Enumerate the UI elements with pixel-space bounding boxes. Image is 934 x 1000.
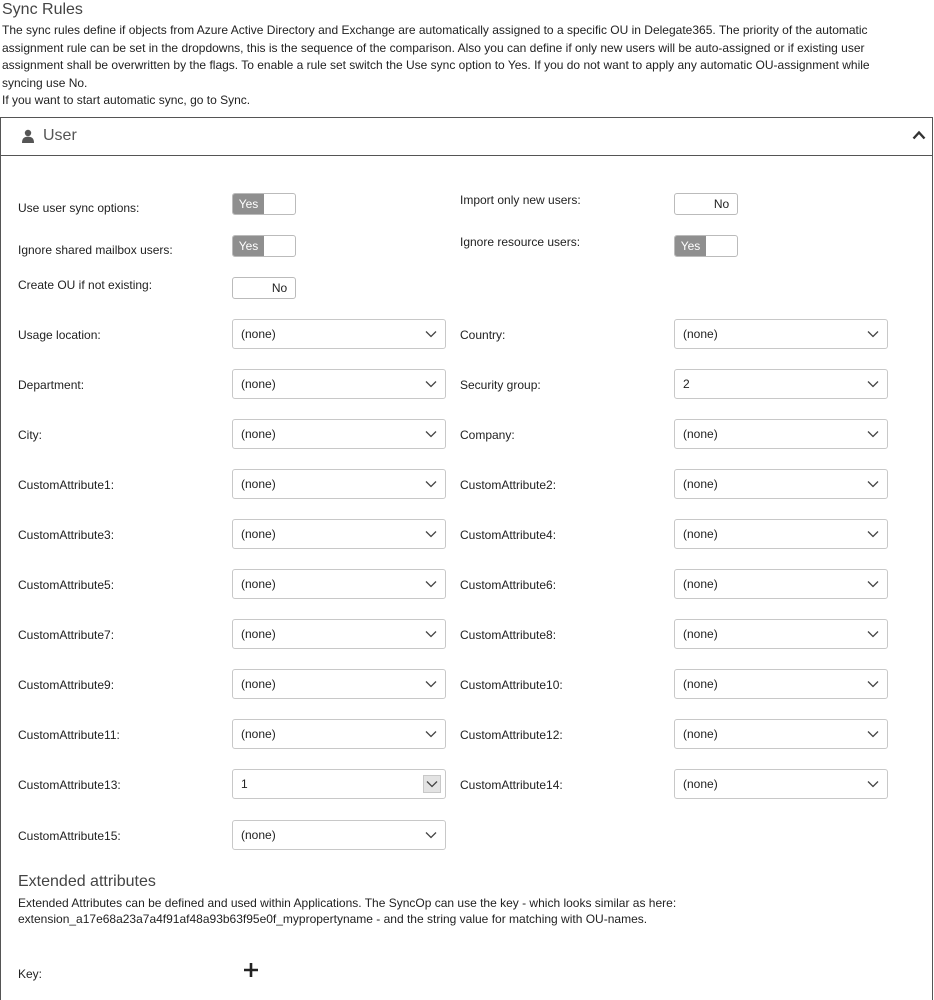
toggle-yes: Yes xyxy=(675,236,706,256)
department-select[interactable] xyxy=(232,369,446,399)
chevron-down-icon xyxy=(867,380,879,388)
department-label: Department: xyxy=(18,378,85,392)
chevron-down-icon xyxy=(425,380,437,388)
select-value: (none) xyxy=(683,577,718,591)
custom-attribute-1-label: CustomAttribute1: xyxy=(18,478,115,492)
import-new-label: Import only new users: xyxy=(460,193,581,207)
description-line: Extended Attributes can be defined and used within Applications. The SyncOp can use the key - which looks similar as here: xyxy=(18,896,677,910)
ignore-shared-label: Ignore shared mailbox users: xyxy=(18,243,173,257)
intro-line: assignment shall be overwritten by the flags. To enable a rule set switch the Use sync option to Yes. If you do not want to apply any automatic OU-assignment while xyxy=(2,58,870,72)
intro-line: assignment rule can be set in the dropdowns, this is the sequence of the comparison. Also you can define if only new users will be auto-assigned or if existing user xyxy=(2,40,865,55)
user-panel-header[interactable] xyxy=(1,118,932,156)
select-value: (none) xyxy=(241,477,276,491)
custom-attribute-15-select[interactable] xyxy=(232,820,446,850)
chevron-down-icon xyxy=(425,330,437,338)
usage-location-label: Usage location: xyxy=(18,328,101,342)
usage-location-select[interactable] xyxy=(232,319,446,349)
chevron-down-icon xyxy=(425,730,437,738)
chevron-down-icon xyxy=(867,430,879,438)
chevron-up-icon[interactable] xyxy=(912,130,926,140)
select-value: (none) xyxy=(241,427,276,441)
custom-attribute-1-select[interactable] xyxy=(232,469,446,499)
select-value: 2 xyxy=(683,377,690,391)
select-value: (none) xyxy=(683,777,718,791)
create-ou-label: Create OU if not existing: xyxy=(18,278,153,292)
custom-attribute-2-select[interactable] xyxy=(674,469,888,499)
custom-attribute-11-label: CustomAttribute11: xyxy=(18,728,120,742)
security-group-select[interactable] xyxy=(674,369,888,399)
custom-attribute-7-select[interactable] xyxy=(232,619,446,649)
page-title: Sync Rules xyxy=(2,1,83,18)
toggle-yes: Yes xyxy=(233,236,264,256)
chevron-down-icon xyxy=(425,530,437,538)
custom-attribute-10-label: CustomAttribute10: xyxy=(460,678,563,692)
select-value: (none) xyxy=(241,327,276,341)
custom-attribute-4-select[interactable] xyxy=(674,519,888,549)
chevron-down-icon xyxy=(867,630,879,638)
toggle-yes: Yes xyxy=(233,194,264,214)
select-value: (none) xyxy=(241,828,276,842)
custom-attribute-13-select[interactable] xyxy=(232,769,446,799)
chevron-down-icon xyxy=(425,680,437,688)
security-group-label: Security group: xyxy=(460,378,541,392)
custom-attribute-12-label: CustomAttribute12: xyxy=(460,728,563,742)
chevron-down-icon xyxy=(425,580,437,588)
user-panel xyxy=(0,117,933,1000)
plus-icon[interactable] xyxy=(242,961,260,979)
use-sync-label: Use user sync options: xyxy=(18,201,140,215)
chevron-down-icon xyxy=(425,430,437,438)
custom-attribute-14-select[interactable] xyxy=(674,769,888,799)
chevron-down-icon xyxy=(867,730,879,738)
use-sync-toggle[interactable] xyxy=(232,193,296,215)
ignore-resource-toggle[interactable] xyxy=(674,235,738,257)
chevron-down-icon xyxy=(425,630,437,638)
intro-text xyxy=(2,22,902,110)
select-value: (none) xyxy=(241,677,276,691)
city-label: City: xyxy=(18,428,42,442)
extended-attributes-title: Extended attributes xyxy=(18,873,156,890)
custom-attribute-3-label: CustomAttribute3: xyxy=(18,528,115,542)
custom-attribute-6-label: CustomAttribute6: xyxy=(460,578,557,592)
custom-attribute-11-select[interactable] xyxy=(232,719,446,749)
select-value: (none) xyxy=(683,427,718,441)
select-value: 1 xyxy=(241,777,248,791)
custom-attribute-2-label: CustomAttribute2: xyxy=(460,478,557,492)
sync-hint-text: If you want to start automatic sync, go to xyxy=(2,93,221,107)
custom-attribute-4-label: CustomAttribute4: xyxy=(460,528,557,542)
custom-attribute-5-select[interactable] xyxy=(232,569,446,599)
select-value: (none) xyxy=(683,627,718,641)
chevron-down-icon xyxy=(425,831,437,839)
custom-attribute-3-select[interactable] xyxy=(232,519,446,549)
toggle-no: No xyxy=(271,281,288,295)
custom-attribute-12-select[interactable] xyxy=(674,719,888,749)
select-value: (none) xyxy=(683,527,718,541)
country-select[interactable] xyxy=(674,319,888,349)
sync-link[interactable]: Sync xyxy=(220,93,247,107)
chevron-down-icon xyxy=(867,330,879,338)
chevron-down-icon xyxy=(425,480,437,488)
sync-hint xyxy=(2,92,902,110)
extended-attributes-description xyxy=(18,895,898,927)
company-label: Company: xyxy=(460,428,515,442)
custom-attribute-13-label: CustomAttribute13: xyxy=(18,778,121,792)
company-select[interactable] xyxy=(674,419,888,449)
select-value: (none) xyxy=(683,727,718,741)
intro-line: syncing use No. xyxy=(2,75,88,90)
sync-hint-suffix: . xyxy=(246,93,251,107)
select-value: (none) xyxy=(683,327,718,341)
custom-attribute-8-select[interactable] xyxy=(674,619,888,649)
custom-attribute-10-select[interactable] xyxy=(674,669,888,699)
user-icon xyxy=(21,129,35,143)
ignore-shared-toggle[interactable] xyxy=(232,235,296,257)
custom-attribute-6-select[interactable] xyxy=(674,569,888,599)
select-value: (none) xyxy=(241,577,276,591)
toggle-no: No xyxy=(713,197,730,211)
custom-attribute-14-label: CustomAttribute14: xyxy=(460,778,563,792)
select-value: (none) xyxy=(241,627,276,641)
select-value: (none) xyxy=(241,527,276,541)
chevron-down-icon xyxy=(867,480,879,488)
city-select[interactable] xyxy=(232,419,446,449)
chevron-down-icon xyxy=(867,530,879,538)
custom-attribute-15-label: CustomAttribute15: xyxy=(18,829,121,843)
select-value: (none) xyxy=(683,477,718,491)
custom-attribute-7-label: CustomAttribute7: xyxy=(18,628,115,642)
custom-attribute-9-label: CustomAttribute9: xyxy=(18,678,115,692)
chevron-down-icon xyxy=(867,680,879,688)
import-new-toggle[interactable] xyxy=(674,193,738,215)
select-value: (none) xyxy=(683,677,718,691)
custom-attribute-5-label: CustomAttribute5: xyxy=(18,578,115,592)
intro-line: The sync rules define if objects from Azure Active Directory and Exchange are automatically assigned to a specific OU in Delegate365. The priority of the automatic xyxy=(2,23,868,37)
select-value: (none) xyxy=(241,727,276,741)
key-label: Key: xyxy=(18,967,43,981)
custom-attribute-9-select[interactable] xyxy=(232,669,446,699)
country-label: Country: xyxy=(460,328,506,342)
select-value: (none) xyxy=(241,377,276,391)
create-ou-toggle[interactable] xyxy=(232,277,296,299)
ignore-resource-label: Ignore resource users: xyxy=(460,235,581,249)
chevron-down-icon xyxy=(867,580,879,588)
chevron-down-icon xyxy=(867,780,879,788)
description-line: extension_a17e68a23a7a4f91af48a93b63f95e0f_mypropertyname - and the string value for matching with OU-names. xyxy=(18,912,648,926)
chevron-down-icon xyxy=(426,780,438,788)
custom-attribute-8-label: CustomAttribute8: xyxy=(460,628,557,642)
user-panel-title: User xyxy=(43,127,77,144)
